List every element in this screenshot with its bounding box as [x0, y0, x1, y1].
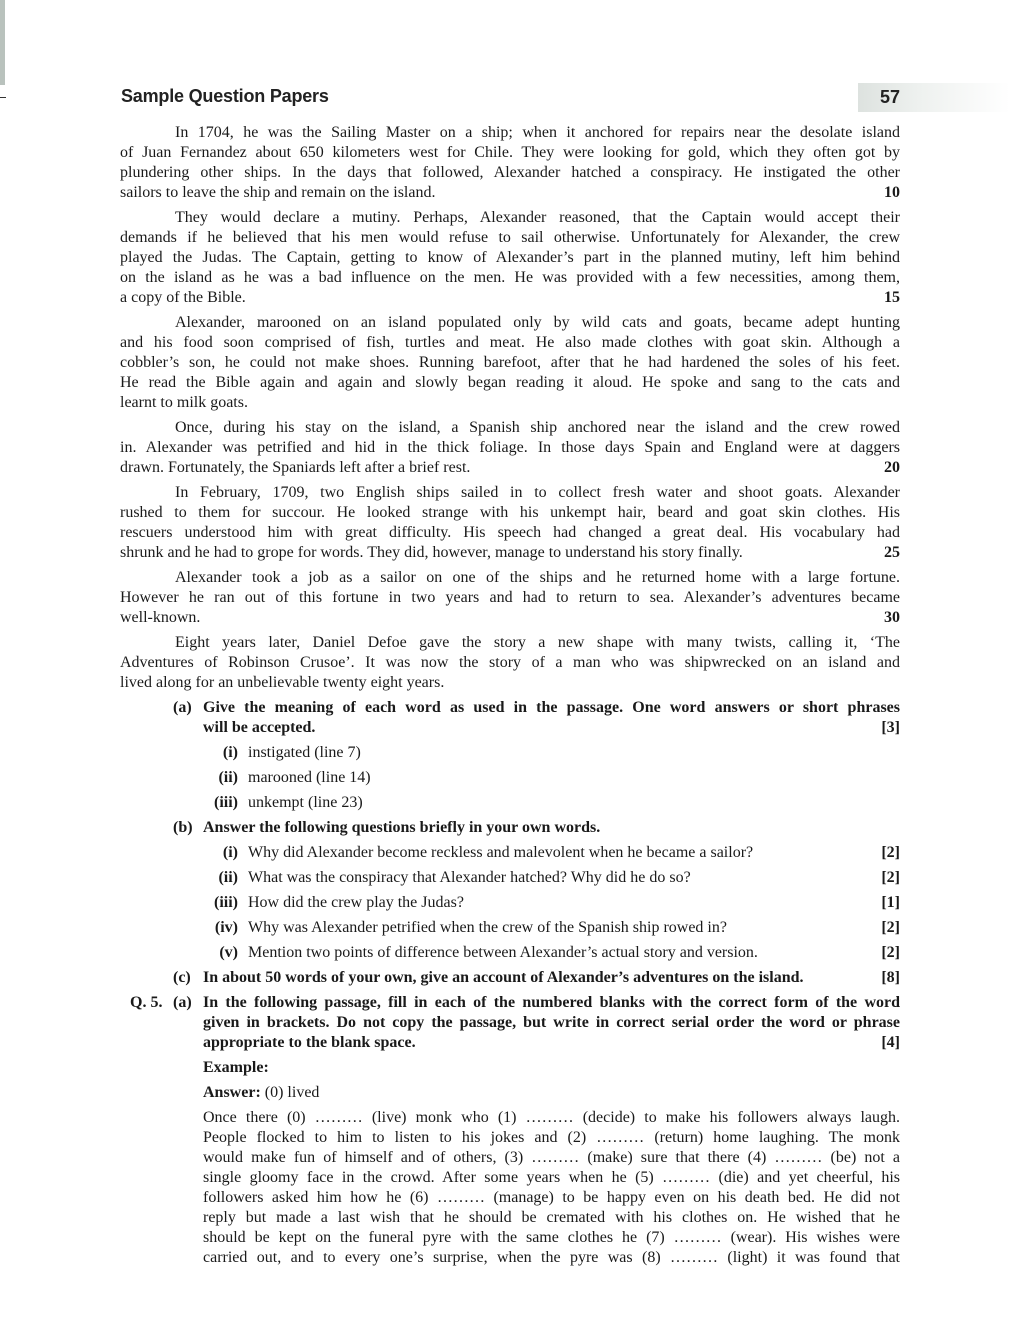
- marks: [2]: [881, 869, 900, 886]
- passage-line-text: on the island as he was a bad influence on the men. He was provided with a few necessities, among them,: [120, 269, 900, 286]
- question-4a: [120, 698, 900, 738]
- page-content: [120, 123, 900, 1273]
- passage-line-text: Eight years later, Daniel Defoe gave the story a new shape with many twists, calling it, ‘The: [175, 634, 900, 651]
- fill-in-passage-line: would make fun of himself and of others, (3) ……… (make) sure that there (4) ……… (be) not a: [203, 1149, 900, 1166]
- passage-line: [120, 393, 900, 413]
- passage-line-text: drawn. Fortunately, the Spaniards left after a brief rest.: [120, 459, 471, 476]
- sub-question-label: (iv): [214, 919, 238, 936]
- page-number-box: [858, 83, 1010, 112]
- passage-line: [120, 588, 900, 608]
- marks: [1]: [881, 894, 900, 911]
- passage-paragraph: [120, 633, 900, 693]
- passage-line-text: well-known.: [120, 609, 201, 626]
- page-number: 57: [880, 87, 901, 107]
- passage-line-text: Alexander, marooned on an island populated only by wild cats and goats, became adept hunting: [175, 314, 900, 331]
- example-label: Example:: [203, 1059, 269, 1076]
- passage-line: [120, 523, 900, 543]
- passage-line-text: In 1704, he was the Sailing Master on a ship; when it anchored for repairs near the desolate island: [175, 124, 900, 141]
- passage-line-text: Alexander took a job as a sailor on one of the ships and he returned home with a large fortune.: [175, 569, 900, 586]
- passage-line: [120, 418, 900, 438]
- question-label: (a): [173, 994, 192, 1011]
- sub-question-text: Mention two points of difference between Alexander’s actual story and version.: [248, 944, 758, 961]
- passage-paragraph: [120, 568, 900, 628]
- line-number: 15: [884, 289, 900, 306]
- sub-question-text: marooned (line 14): [248, 769, 371, 786]
- passage-line: [120, 543, 900, 563]
- page-edge-bar: [0, 0, 5, 85]
- passage-line: [120, 373, 900, 393]
- passage-line: [120, 163, 900, 183]
- question-text: In the following passage, fill in each of the numbered blanks with the correct form of the word: [203, 994, 900, 1011]
- sub-question: [120, 943, 900, 963]
- sub-question-label: (i): [222, 744, 238, 761]
- question-label: (b): [173, 819, 193, 836]
- passage-line-text: However he ran out of this fortune in two years and had to return to sea. Alexander’s adventures became: [120, 589, 900, 606]
- running-header-title: Sample Question Papers: [121, 86, 329, 106]
- passage-paragraph: [120, 418, 900, 478]
- passage-line-text: Once, during his stay on the island, a Spanish ship anchored near the island and the crew rowed: [175, 419, 900, 436]
- question-5a: [120, 993, 900, 1053]
- sub-question: [120, 868, 900, 888]
- passage-line-text: In February, 1709, two English ships sailed in to collect fresh water and shoot goats. Alexander: [175, 484, 900, 501]
- passage-line: [120, 123, 900, 143]
- fill-in-passage-line: People flocked to him to listen to his jokes and (2) ……… (return) home laughing. The monk: [203, 1129, 900, 1146]
- question-label: (c): [173, 969, 191, 986]
- marks: [4]: [881, 1034, 900, 1051]
- answer-label: Answer:: [203, 1084, 261, 1101]
- sub-question-label: (iii): [214, 894, 238, 911]
- passage-line: [120, 673, 900, 693]
- passage-line: [120, 208, 900, 228]
- sub-question-label: (i): [222, 844, 238, 861]
- passage-line-text: shrunk and he had to grope for words. They did, however, manage to understand his story finally.: [120, 544, 743, 561]
- passage-line: [120, 183, 900, 203]
- passage-line-text: cobbler’s son, he could not make shoes. Running barefoot, after that he had hardened the soles of his feet.: [120, 354, 900, 371]
- sub-question-text: What was the conspiracy that Alexander hatched? Why did he do so?: [248, 869, 691, 886]
- sub-question: [120, 793, 900, 813]
- passage-line: [120, 143, 900, 163]
- question-number: Q. 5.: [130, 994, 163, 1011]
- sub-question-text: How did the crew play the Judas?: [248, 894, 464, 911]
- passage-line-text: rushed to them for succour. He looked strange with his unkempt hair, beard and goat skin clothes. His: [120, 504, 900, 521]
- passage-line-text: plundering other ships. In the days that followed, Alexander hatched a conspiracy. He instigated the other: [120, 164, 900, 181]
- fill-in-passage-line: reply but made a last wish that he should be cremated with his clothes on. He wished that he: [203, 1209, 900, 1226]
- passage-line-text: a copy of the Bible.: [120, 289, 246, 306]
- question-text: will be accepted.: [203, 719, 316, 736]
- sub-question: [120, 893, 900, 913]
- passage-line-text: They would declare a mutiny. Perhaps, Alexander reasoned, that the Captain would accept their: [175, 209, 900, 226]
- sub-question-label: (ii): [218, 769, 238, 786]
- passage-line: [120, 288, 900, 308]
- sub-question-label: (v): [219, 944, 238, 961]
- passage-line-text: of Juan Fernandez about 650 kilometers west for Chile. They were looking for gold, which they often got by: [120, 144, 900, 161]
- sub-question-label: (ii): [218, 869, 238, 886]
- fill-in-passage-line: should be kept on the funeral pyre with the same clothes he (7) ……… (wear). His wishes were: [203, 1229, 900, 1246]
- passage-line: [120, 483, 900, 503]
- passage-line-text: sailors to leave the ship and remain on the island.: [120, 184, 436, 201]
- question-text: Give the meaning of each word as used in the passage. One word answers or short phrases: [203, 699, 900, 716]
- fill-in-passage-line: followers asked him how he (6) ……… (manage) to be happy even on his death bed. He did not: [203, 1189, 900, 1206]
- passage-line: [120, 248, 900, 268]
- fill-in-passage: [120, 1108, 900, 1268]
- sub-question: [120, 843, 900, 863]
- sub-question: [120, 743, 900, 763]
- passage-line: [120, 653, 900, 673]
- fill-in-passage-line: carried out, and to every one’s surprise, when the pyre was (8) ……… (light) it was found that: [203, 1249, 900, 1266]
- passage-line: [120, 353, 900, 373]
- passage-line: [120, 568, 900, 588]
- question-text: Answer the following questions briefly in your own words.: [203, 819, 601, 836]
- question-text: given in brackets. Do not copy the passage, but write in correct serial order the word or phrase: [203, 1014, 900, 1031]
- marks: [8]: [881, 969, 900, 986]
- line-number: 10: [884, 184, 900, 201]
- passage-line: [120, 458, 900, 478]
- questions: [120, 698, 900, 1268]
- sub-question-text: instigated (line 7): [248, 744, 361, 761]
- passage-line: [120, 333, 900, 353]
- sub-question-text: Why was Alexander petrified when the crew of the Spanish ship rowed in?: [248, 919, 727, 936]
- fill-in-passage-line: single gloomy face in the crowd. After some years when he (5) ……… (die) and yet cheerful, his: [203, 1169, 900, 1186]
- marks: [3]: [881, 719, 900, 736]
- reading-passage: [120, 123, 900, 693]
- passage-line-text: learnt to milk goats.: [120, 394, 248, 411]
- line-number: 30: [884, 609, 900, 626]
- passage-paragraph: [120, 123, 900, 203]
- fill-in-passage-line: Once there (0) ……… (live) monk who (1) ……… (decide) to make his followers always laugh.: [203, 1109, 900, 1126]
- passage-paragraph: [120, 313, 900, 413]
- passage-line-text: lived along for an unbelievable twenty eight years.: [120, 674, 445, 691]
- answer-row: [120, 1083, 900, 1103]
- question-text: In about 50 words of your own, give an account of Alexander’s adventures on the island.: [203, 969, 804, 986]
- passage-line-text: played the Judas. The Captain, getting to know of Alexander’s part in the planned mutiny, left him behind: [120, 249, 900, 266]
- marks: [2]: [881, 844, 900, 861]
- marks: [2]: [881, 944, 900, 961]
- question-4c: [120, 968, 900, 988]
- sub-question: [120, 918, 900, 938]
- question-label: (a): [173, 699, 192, 716]
- passage-line-text: rescuers understood him with great difficulty. His speech had changed a great deal. His vocabulary had: [120, 524, 900, 541]
- sub-question: [120, 768, 900, 788]
- sub-question-text: unkempt (line 23): [248, 794, 363, 811]
- passage-line: [120, 268, 900, 288]
- passage-line-text: He read the Bible again and again and slowly began reading it aloud. He spoke and sang to the cats and: [120, 374, 900, 391]
- passage-line: [120, 503, 900, 523]
- passage-line: [120, 633, 900, 653]
- sub-question-text: Why did Alexander become reckless and malevolent when he became a sailor?: [248, 844, 754, 861]
- answer-text: (0) lived: [260, 1084, 320, 1101]
- line-number: 25: [884, 544, 900, 561]
- page-edge-mark: [0, 97, 6, 98]
- passage-line-text: demands if he believed that his men would refuse to sail otherwise. Unfortunately for Alexander, the crew: [120, 229, 900, 246]
- passage-line: [120, 228, 900, 248]
- example-label-row: [120, 1058, 900, 1078]
- passage-line: [120, 313, 900, 333]
- passage-line-text: Adventures of Robinson Crusoe’. It was now the story of a man who was shipwrecked on an island and: [120, 654, 900, 671]
- marks: [2]: [881, 919, 900, 936]
- line-number: 20: [884, 459, 900, 476]
- passage-line: [120, 438, 900, 458]
- sub-question-label: (iii): [214, 794, 238, 811]
- question-4b: [120, 818, 900, 838]
- question-text: appropriate to the blank space.: [203, 1034, 416, 1051]
- passage-line-text: in. Alexander was petrified and hid in the thick foliage. In those days Spain and England were at daggers: [120, 439, 900, 456]
- passage-paragraph: [120, 483, 900, 563]
- passage-line: [120, 608, 900, 628]
- passage-paragraph: [120, 208, 900, 308]
- passage-line-text: and his food soon comprised of fish, turtles and meat. He also made clothes with goat skin. Although a: [120, 334, 900, 351]
